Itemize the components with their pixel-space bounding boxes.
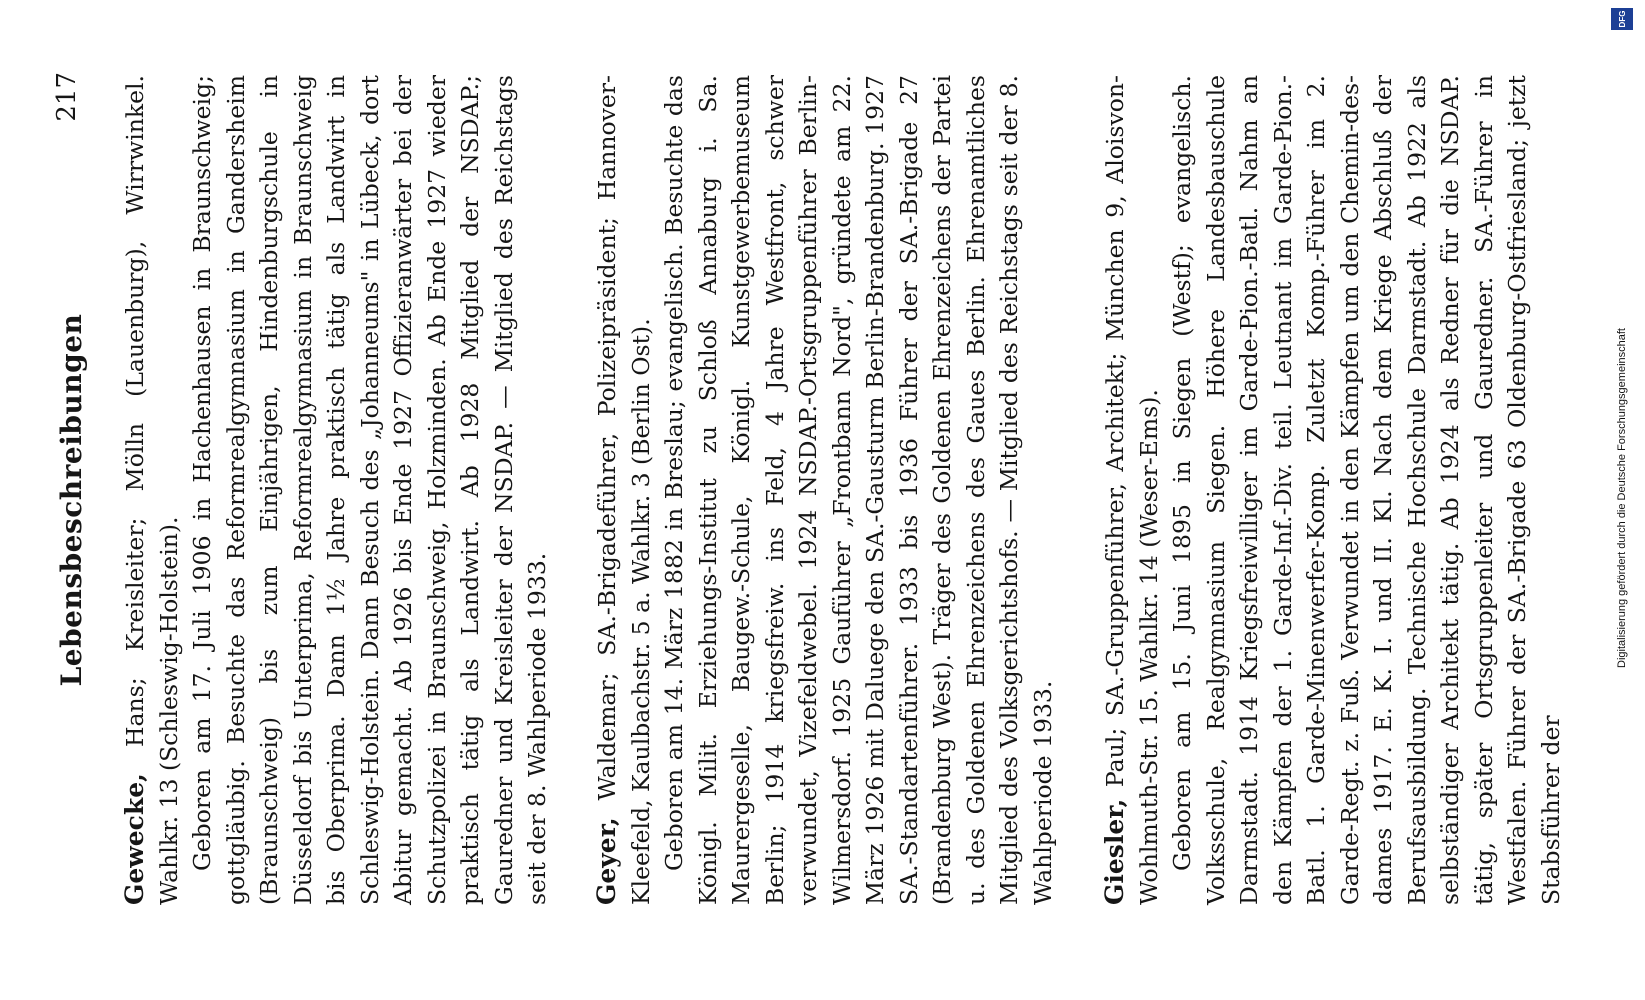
biography-entry bbox=[590, 75, 1060, 905]
entry-heading bbox=[1098, 75, 1166, 905]
entry-details: Waldemar; SA.-Brigadeführer, Polizeipräsident; Hannover-Kleefeld, Kaulbachstr. 5 a. Wahlkr. 3 (Berlin Ost). bbox=[593, 75, 655, 905]
entry-heading bbox=[590, 75, 658, 905]
credit-text: Digitalisierung gefördert durch die Deutsche Forschungsgemeinschaft bbox=[1616, 328, 1628, 668]
entry-biography: Geboren am 14. März 1882 in Breslau; evangelisch. Besuchte das Königl. Milit. Erziehungs-Institut zu Schloß Annaburg i. Sa. Maurergeselle, Baugew.-Schule, Königl. Kunstgewerbemuseum Berlin; 1914 kriegsfreiw. ins Feld, 4 Jahre Westfront, schwer verwundet, Vizefeldwebel. 1924 NSDAP.-Ortsgruppenführer Berlin-Wilmersdorf. 1925 Gauführer „Frontbann Nord", gründete am 22. März 1926 mit Daluege den SA.-Gausturm Berlin-Brandenburg. 1927 SA.-Standartenführer. 1933 bis 1936 Führer der SA.-Brigade 27 (Brandenburg West). Träger des Goldenen Ehrenzeichens der Partei u. des Goldenen Ehrenzeichens des Gaues Berlin. Ehrenamtliches Mitglied des Volksgerichtshofs. — Mitglied des Reichstags seit der 8. Wahlperiode 1933. bbox=[660, 75, 1057, 905]
digitization-credit bbox=[1604, 8, 1640, 988]
entry-name: Geyer, bbox=[592, 817, 621, 905]
entry-heading bbox=[118, 75, 186, 905]
entry-details: Hans; Kreisleiter; Mölln (Lauenburg), Wirrwinkel. Wahlkr. 13 (Schleswig-Holstein). bbox=[121, 75, 183, 905]
biography-entry bbox=[1098, 75, 1568, 905]
entry-biography: Geboren am 15. Juni 1895 in Siegen (Westf); evangelisch. Volksschule, Realgymnasium Siegen. Höhere Landesbauschule Darmstadt. 1914 Kriegsfreiwilliger im Garde-Pion.-Batl. Nahm an den Kämpfen der 1. Garde-Inf.-Div. teil. Leutnant im Garde-Pion.-Batl. 1. Garde-Minenwerfer-Komp. Zuletzt Komp.-Führer im 2. Garde-Regt. z. Fuß. Verwundet in den Kämpfen um den Chemin-des-dames 1917. E. K. I. und II. Kl. Nach dem Kriege Abschluß der Berufsausbildung. Technische Hochschule Darmstadt. Ab 1922 als selbständiger Architekt tätig. Ab 1924 als Redner für die NSDAP. tätig, später Ortsgruppenleiter und Gauredner. SA.-Führer in Westfalen. Führer der SA.-Brigade 63 Oldenburg-Ostfriesland; jetzt Stabsführer der bbox=[1168, 75, 1565, 905]
page-title: Lebensbeschreibungen bbox=[55, 313, 88, 687]
entry-name: Gewecke, bbox=[120, 773, 149, 905]
dfg-logo: DFG bbox=[1611, 8, 1633, 30]
page-number: 217 bbox=[52, 72, 82, 122]
entry-details: Paul; SA.-Gruppenführer, Architekt; München 9, Aloisvon-Wohlmuth-Str. 15. Wahlkr. 14 (Weser-Ems). bbox=[1101, 75, 1163, 905]
biography-entry bbox=[118, 75, 555, 905]
entry-biography: Geboren am 17. Juli 1906 in Hachenhausen in Braunschweig; gottgläubig. Besuchte das Reformrealgymnasium in Gandersheim (Braunschweig) bis zum Einjährigen, Hindenburgschule in Düsseldorf bis Unterprima, Reformrealgymnasium in Braunschweig bis Oberprima. Dann 1½ Jahre praktisch tätig als Landwirt in Schleswig-Holstein. Dann Besuch des „Johanneums" in Lübeck, dort Abitur gemacht. Ab 1926 bis Ende 1927 Offizieranwärter bei der Schutzpolizei in Braunschweig, Holzminden. Ab Ende 1927 wieder praktisch tätig als Landwirt. Ab 1928 Mitglied der NSDAP.; Gauredner und Kreisleiter der NSDAP. — Mitglied des Reichstags seit der 8. Wahlperiode 1933. bbox=[188, 75, 551, 905]
entry-name: Giesler, bbox=[1100, 798, 1129, 905]
